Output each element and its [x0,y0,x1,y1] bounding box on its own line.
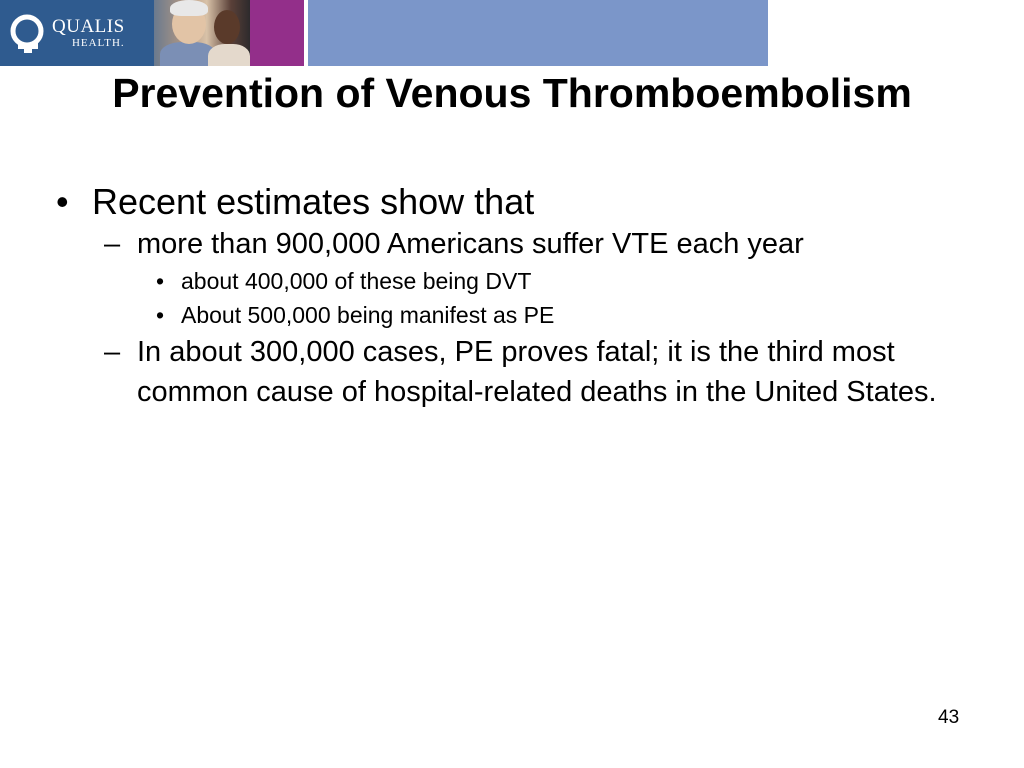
sub-sub-bullet-item [156,264,956,298]
dash-marker: – [104,336,121,368]
sub-bullet-item [104,224,956,264]
people-photo [154,0,250,66]
slide-body [56,180,956,412]
sub-sub-bullet-text: about 400,000 of these being DVT [181,268,532,294]
bullet-marker: • [56,181,69,222]
purple-stripe [250,0,304,66]
sub-sub-bullet-item [156,298,956,332]
bullet-item [56,180,956,224]
header-banner [0,0,768,66]
page-number: 43 [938,707,960,728]
sub-bullet-text: In about 300,000 cases, PE proves fatal; it is the third most common cause of hospital-related deaths in the United States. [137,336,937,408]
sub-bullet-item [104,332,956,412]
bullet-marker: • [156,268,165,294]
logo-wordmark [52,17,125,49]
sub-sub-bullet-text: About 500,000 being manifest as PE [181,302,555,328]
dash-marker: – [104,228,121,260]
bullet-marker: • [156,302,165,328]
sub-bullet-text: more than 900,000 Americans suffer VTE each year [137,228,804,260]
logo-line2: HEALTH. [71,37,125,49]
blue-stripe [308,0,768,66]
slide-title: Prevention of Venous Thromboembolism [112,70,912,116]
qualis-health-logo [0,0,154,66]
bullet-text: Recent estimates show that [92,181,535,222]
logo-line1: QUALIS [52,16,125,37]
q-logo-icon [10,13,46,53]
